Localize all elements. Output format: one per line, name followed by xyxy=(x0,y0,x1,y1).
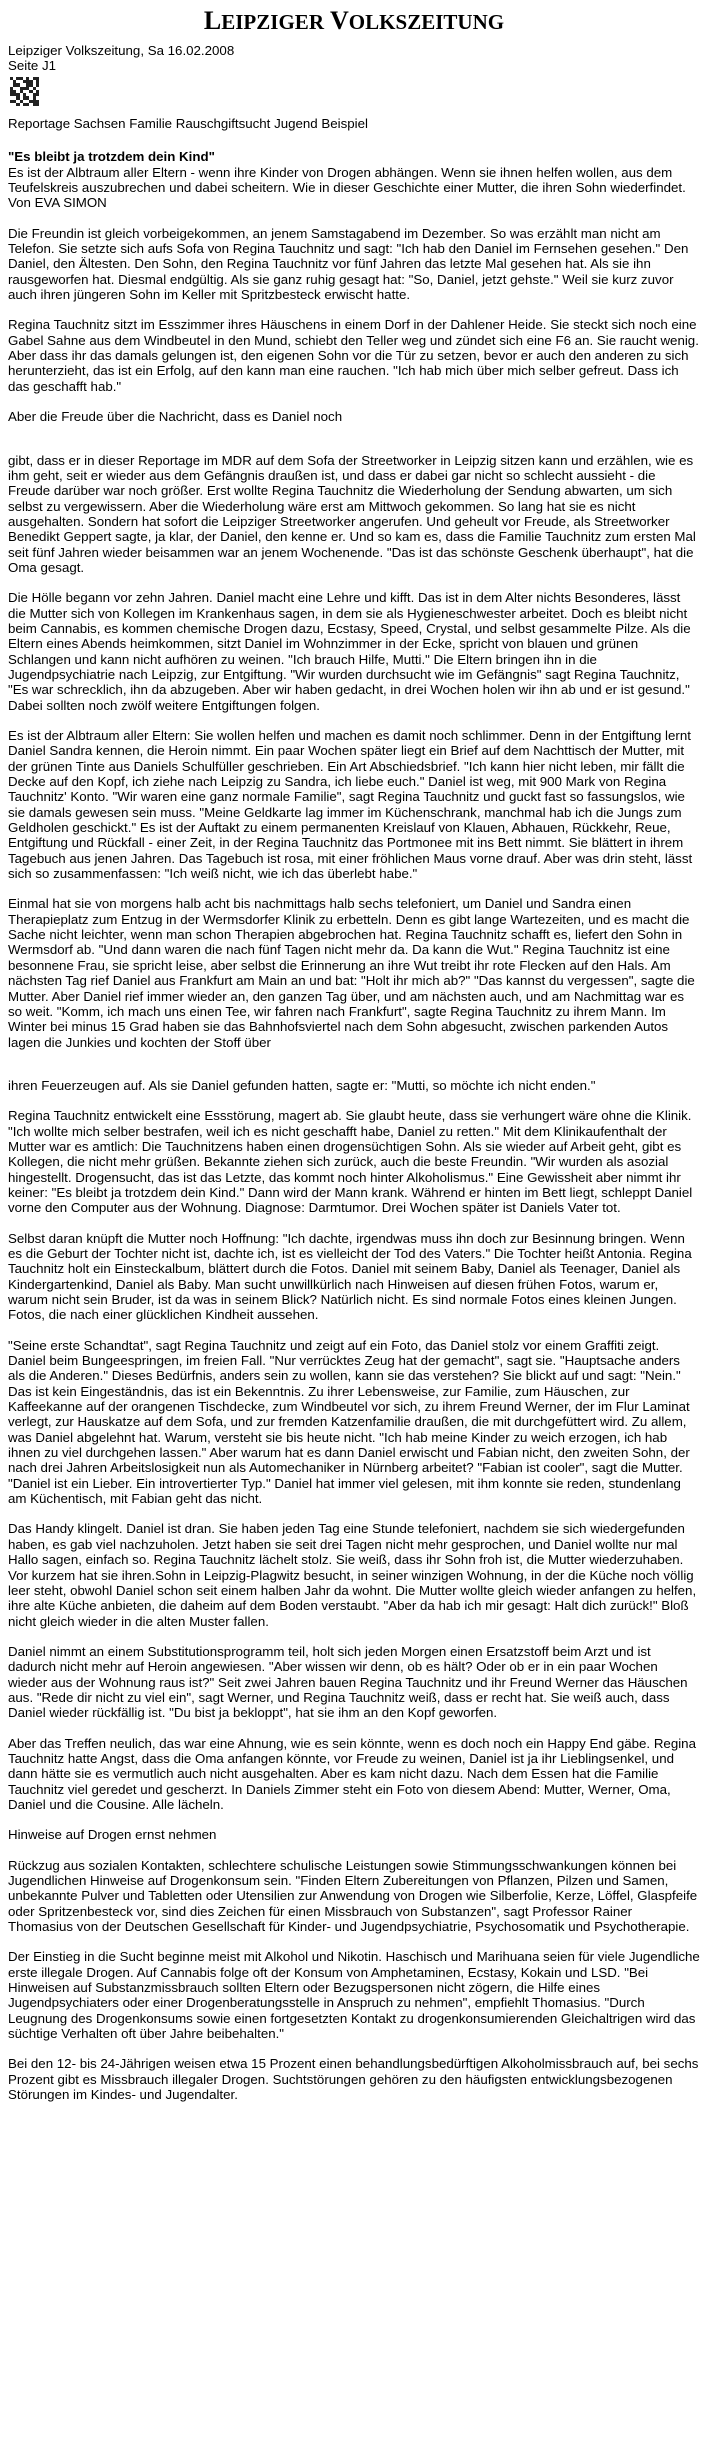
article-paragraph: Daniel nimmt an einem Substitutionsprogramm teil, holt sich jeden Morgen einen Ersatzstoff beim Arzt und ist dadurch nicht mehr auf Heroin angewiesen. "Aber wissen wir denn, ob es hält? Oder ob er in ein paar Wochen wieder aus der Wohnung raus ist?" Seit zwei Jahren bauen Regina Tauchnitz und ihr Freund Werner das Häuschen aus. "Rede dir nicht zu viel ein", sagt Werner, und Regina Tauchnitz weiß, dass er recht hat. Sie weiß auch, dass Daniel wieder rückfällig ist. "Du bist ja bekloppt", hat sie ihm an den Kopf geworfen. xyxy=(8,1643,688,1721)
masthead-part1: LEIPZIGER xyxy=(203,6,324,35)
byline-prefix: Von xyxy=(8,195,35,211)
article-lead: Es ist der Albtraum aller Eltern - wenn ihre Kinder von Drogen abhängen. Wenn sie ihnen helfen wollen, aus dem Teufelskreis auszubrechen und dabei scheitern. Wie in dieser Geschichte einer Mutter, die ihren Sohn wiederfindet. xyxy=(8,164,686,196)
info-box-title: Hinweise auf Drogen ernst nehmen xyxy=(8,1827,217,1843)
byline-author: EVA SIMON xyxy=(34,195,107,211)
article-paragraph: Selbst daran knüpft die Mutter noch Hoffnung: "Ich dachte, irgendwas muss ihn doch zur Besinnung bringen. Wenn es die Geburt der Tochter nicht ist, dachte ich, ist es vielleicht der Tod des Vaters." Die Tochter heißt Antonia. Regina Tauchnitz holt ein Einsteckalbum, blättert durch die Fotos. Daniel mit seinem Baby, Daniel als Teenager, Daniel als Kindergartenkind, Daniel als Baby. Man sucht unwillkürlich nach Hinweisen auf diesen frühen Fotos, warum er, warum nicht sein Bruder, ist da was in seinem Blick? Natürlich nicht. Es sind normale Fotos eines kleinen Jungen. Fotos, die nach einer glücklichen Kindheit aussehen. xyxy=(8,1230,692,1323)
info-box-paragraph: Rückzug aus sozialen Kontakten, schlechtere schulische Leistungen sowie Stimmungsschwankungen können bei Jugendlichen Hinweise auf Drogenkonsum sein. "Finden Eltern Zubereitungen von Pflanzen, Pilzen und Samen, unbekannte Pulver und Tabletten oder Utensilien zur Anwendung von Drogen wie Silberfolie, Kerze, Löffel, Glaspfeife oder Spritzenbesteck vor, sind dies Zeichen für einen Missbrauch von Substanzen", sagt Professor Rainer Thomasius von der Deutschen Gesellschaft für Kinder- und Jugendpsychiatrie, Psychosomatik und Psychotherapie. xyxy=(8,1857,698,1935)
source-date: Leipziger Volkszeitung, Sa 16.02.2008 xyxy=(8,43,235,58)
article-meta xyxy=(8,43,700,73)
article-tags: Reportage Sachsen Familie Rauschgiftsucht Jugend Beispiel xyxy=(8,116,368,131)
article-paragraph: Aber das Treffen neulich, das war eine Ahnung, wie es sein könnte, wenn es doch noch ein Happy End gäbe. Regina Tauchnitz hatte Angst, dass die Oma anfangen könnte, vor Freude zu weinen, Daniel ist ja ihr Lieblingsenkel, und dann hätte sie es vermutlich auch nicht ausgehalten. Aber es kam nicht dazu. Nach dem Essen hat die Familie Tauchnitz viel geredet und gescherzt. In Daniels Zimmer steht ein Foto von diesem Abend: Mutter, Werner, Oma, Daniel und die Cousine. Alle lächeln. xyxy=(8,1735,696,1812)
article-paragraph: Regina Tauchnitz sitzt im Esszimmer ihres Häuschens in einem Dorf in der Dahlener Heide. Sie steckt sich noch eine Gabel Sahne aus dem Windbeutel in den Mund, schiebt den Teller weg und zündet sich eine F6 an. Sie raucht wenig. Aber dass ihr das damals gelungen ist, den eigenen Sohn vor die Tür zu setzen, bevor er auch den anderen zu sich herunterzieht, das ist ein Erfolg, auf den kann man eine rauchen. "Ich hab mich über mich selber gefreut. Dass ich das geschafft hab." xyxy=(8,317,699,394)
article-paragraph: Regina Tauchnitz entwickelt eine Essstörung, magert ab. Sie glaubt heute, dass sie verhungert wäre ohne die Klinik. "Ich wollte mich selber bestrafen, weil ich es nicht geschafft habe, Daniel zu retten." Mit dem Klinikaufenthalt der Mutter war es amtlich: Die Tauchnitzens haben einen drogensüchtigen Sohn. Als sie wieder auf Arbeit geht, gibt es Kollegen, die nicht mehr grüßen. Bekannte ziehen sich zurück, auch die beste Freundin. "Wir wurden als asozial hingestellt. Drogensucht, das ist das Letzte, das kommt noch hinter Alkoholismus." Eine Gewissheit aber nimmt ihr keiner: "Es bleibt ja trotzdem dein Kind." Dann wird der Mann krank. Während er hinten im Bett liegt, schleppt Daniel vorne den Computer aus der Wohnung. Diagnose: Darmtumor. Drei Wochen später ist Daniels Vater tot. xyxy=(8,1108,693,1216)
article-paragraph: Das Handy klingelt. Daniel ist dran. Sie haben jeden Tag eine Stunde telefoniert, nachdem sie sich wiedergefunden haben, es gab viel nachzuholen. Jetzt haben sie seit drei Tagen nicht mehr gesprochen, und Daniel wollte nur mal Hallo sagen, einfach so. Regina Tauchnitz lächelt stolz. Sie weiß, dass ihr Sohn froh ist, die Mutter wiederzuhaben. Vor kurzem hat sie ihren.Sohn in Leipzig-Plagwitz besucht, in seiner winzigen Wohnung, in der die Küche noch völlig leer steht, obwohl Daniel schon seit einem halben Jahr da wohnt. Die Mutter wollte gleich wieder anfangen zu helfen, ihre alte Küche anbieten, die daheim auf dem Boden verstaubt. "Aber da hab ich mir gesagt: Halt dich zurück!" Bloß nicht gleich wieder in die alten Muster fallen. xyxy=(8,1521,697,1629)
info-box-paragraph: Bei den 12- bis 24-Jährigen weisen etwa 15 Prozent einen behandlungsbedürftigen Alkoholmissbrauch auf, bei sechs Prozent gibt es Missbrauch illegaler Drogen. Suchtstörungen gehören zu den häufigsten entwicklungsbezogenen Störungen im Kindes- und Jugendalter. xyxy=(8,2056,699,2103)
newspaper-masthead xyxy=(8,6,700,37)
article-title: "Es bleibt ja trotzdem dein Kind" xyxy=(8,149,215,165)
article-paragraph: "Seine erste Schandtat", sagt Regina Tauchnitz und zeigt auf ein Foto, das Daniel stolz vor einem Graffiti zeigt. Daniel beim Bungeespringen, im freien Fall. "Nur verrücktes Zeug hat der gemacht", sagt sie. "Hauptsache anders als die Anderen." Dieses Bedürfnis, anders sein zu wollen, kann sie das verstehen? Sie blickt auf und sagt: "Nein." Das ist kein Eingeständnis, das ist ein Bekenntnis. Zu ihrer Lebensweise, zur Familie, zum Häuschen, zur Kaffeekanne auf der orangenen Tischdecke, zum Windbeutel vor sich, zu ihrem Freund Werner, der im Flur Laminat verlegt, zur Hauskatze auf dem Sofa, und zur fremden Katzenfamilie draußen, die mit durchgefüttert wird. Zu allem, was Daniel abgelehnt hat. Warum, versteht sie bis heute nicht. "Ich hab meine Kinder zu weich erzogen, ich hab ihnen zu viel durchgehen lassen." Aber warum hat es dann Daniel erwischt und Fabian nicht, den zweiten Sohn, der nach drei Jahren Arbeitslosigkeit nun als Automechaniker in Nürnberg arbeitet? "Fabian ist cooler", sagt die Mutter. "Daniel ist ein Lieber. Ein introvertierter Typ." Daniel hat immer viel gelesen, mit ihm konnte sie reden, stundenlang am Küchentisch, mit Fabian geht das nicht. xyxy=(8,1337,690,1507)
article-byline xyxy=(8,195,700,210)
article-paragraph: Es ist der Albtraum aller Eltern: Sie wollen helfen und machen es damit noch schlimmer. Denn in der Entgiftung lernt Daniel Sandra kennen, die Heroin nimmt. Ein paar Wochen später liegt ein Brief auf dem Nachttisch der Mutter, mit der grünen Tinte aus Daniels Schulfüller geschrieben. Ein Art Abschiedsbrief. "Ich kann hier nicht leben, mir fällt die Decke auf den Kopf, ich ziehe nach Leipzig zu Sandra, ich liebe euch." Daniel ist weg, mit 900 Mark von Regina Tauchnitz' Konto. "Wir waren eine ganz normale Familie", sagt Regina Tauchnitz und guckt fast so fassungslos, wie sie damals gewesen sein muss. "Meine Geldkarte lag immer im Küchenschrank, manchmal hab ich die Jungs zum Geldholen geschickt." Es ist der Auftakt zu einem permanenten Kreislauf von Klauen, Abhauen, Rückkehr, Reue, Entgiftung und Rückfall - einer Zeit, in der Regina Tauchnitz das Portmonee mit ins Bett nimmt. Sie blättert in ihrem Tagebuch aus jenen Jahren. Das Tagebuch ist rosa, mit einer fröhlichen Maus vorne drauf. Aber was drin steht, lässt sich so zusammenfassen: "Ich weiß nicht, wie ich das überlebt habe." xyxy=(8,728,693,882)
page-number: Seite J1 xyxy=(8,58,57,73)
article-paragraph: gibt, dass er in dieser Reportage im MDR auf dem Sofa der Streetworker in Leipzig sitzen kann und erzählen, wie es ihm geht, seit er wieder aus dem Gefängnis draußen ist, und dass er dabei gar nicht so schlecht aussieht - die Freude darüber war noch größer. Erst wollte Regina Tauchnitz die Wiederholung der Sendung abwarten, um sich selbst zu vergewissern. Aber die Wiederholung wäre erst am Mittwoch gekommen. So lang hat sie es nicht ausgehalten. Sondern hat sofort die Leipziger Streetworker angerufen. Und geheult vor Freude, als Streetworker Benedikt Geppert sagte, ja klar, der Daniel, den kenne er. Und so kam es, dass die Familie Tauchnitz zum ersten Mal seit fünf Jahren wieder beisammen war an jenem Wochenende. "Das ist das schönste Geschenk überhaupt", hat die Oma gesagt. xyxy=(8,452,696,575)
article-paragraph: Einmal hat sie von morgens halb acht bis nachmittags halb sechs telefoniert, um Daniel und Sandra einen Therapieplatz zum Entzug in der Wermsdorfer Klinik zu erbetteln. Denn es gibt lange Wartezeiten, und es macht die Sache nicht leichter, wenn man schon Therapien abgebrochen hat. Regina Tauchnitz schafft es, liefert den Sohn in Wermsdorf ab. "Und dann waren die nach fünf Tagen nicht mehr da. Da kann die Wut." Regina Tauchnitz ist eine besonnene Frau, sie spricht leise, aber selbst die Erinnerung an ihre Wut treibt ihr rote Flecken auf den Hals. Am nächsten Tag rief Daniel aus Frankfurt am Main an und bat: "Holt ihr mich ab?" "Das kannst du vergessen", sagte die Mutter. Aber Daniel rief immer wieder an, den ganzen Tag über, und am nächsten auch, und am Nachmittag war es so weit. "Komm, ich mach uns einen Tee, wir fahren nach Frankfurt", sagte Regina Tauchnitz zu ihrem Mann. Im Winter bei minus 15 Grad haben sie das Bahnhofsviertel nach dem Sohn abgesucht, zwischen parkenden Autos lagen die Junkies und kochten der Stoff über xyxy=(8,896,695,1050)
article-paragraph: Die Freundin ist gleich vorbeigekommen, an jenem Samstagabend im Dezember. So was erzählt man nicht am Telefon. Sie setzte sich aufs Sofa von Regina Tauchnitz und sagt: "Ich hab den Daniel im Fernsehen gesehen." Den Daniel, den Ältesten. Den Sohn, den Regina Tauchnitz vor fünf Jahren das letzte Mal gesehen hat. Als sie ihn rausgeworfen hat. Diesmal endgültig. Als sie ganz ruhig gesagt hat: "So, Daniel, jetzt gehste." Weil sie kurz zuvor auch ihren jüngeren Sohn im Keller mit Spritzbesteck erwischt hatte. xyxy=(8,225,689,303)
barcode-icon xyxy=(10,77,39,106)
masthead-part2: VOLKSZEITUNG xyxy=(330,6,505,35)
info-box-paragraph: Der Einstieg in die Sucht beginne meist mit Alkohol und Nikotin. Haschisch und Marihuana seien für viele Jugendliche erste illegale Drogen. Auf Cannabis folge oft der Konsum von Amphetaminen, Ecstasy, Kokain und LSD. "Bei Hinweisen auf Substanzmissbrauch sollten Eltern oder Bezugspersonen nicht zögern, die Hilfe eines Jugendpsychiaters oder einer Drogenberatungsstelle in Anspruch zu nehmen", empfiehlt Thomasius. "Durch Leugnung des Drogenkonsums sowie einen fortgesetzten Kontakt zu drogenkonsumierenden Gleichaltrigen wird das süchtige Verhalten oft über Jahre beibehalten." xyxy=(8,1949,700,2042)
article-paragraph: Die Hölle begann vor zehn Jahren. Daniel macht eine Lehre und kifft. Das ist in dem Alter nichts Besonderes, lässt die Mutter sich von Kollegen im Krankenhaus sagen, in dem sie als Hygieneschwester arbeitet. Doch es bleibt nicht beim Cannabis, es kommen chemische Drogen dazu, Ecstasy, Speed, Crystal, und selbst gesammelte Pilze. Als die Eltern eines Abends heimkommen, sitzt Daniel im Wohnzimmer in der Ecke, spricht von blauen und grünen Schlangen und kann nicht aufhören zu weinen. "Ich brauch Hilfe, Mutti." Die Eltern bringen ihn in die Jugendpsychiatrie nach Leipzig, zur Entgiftung. "Wir wurden durchsucht wie im Gefängnis" sagt Regina Tauchnitz, "Es war schrecklich, ihn da abzugeben. Aber wir haben gedacht, in drei Wochen holen wir ihn ab und er ist gesund." Dabei sollten noch zwölf weitere Entgiftungen folgen. xyxy=(8,590,691,713)
article-paragraph: ihren Feuerzeugen auf. Als sie Daniel gefunden hatten, sagte er: "Mutti, so möchte ich nicht enden." xyxy=(8,1077,596,1093)
article-paragraph: Aber die Freude über die Nachricht, dass es Daniel noch xyxy=(8,409,343,425)
